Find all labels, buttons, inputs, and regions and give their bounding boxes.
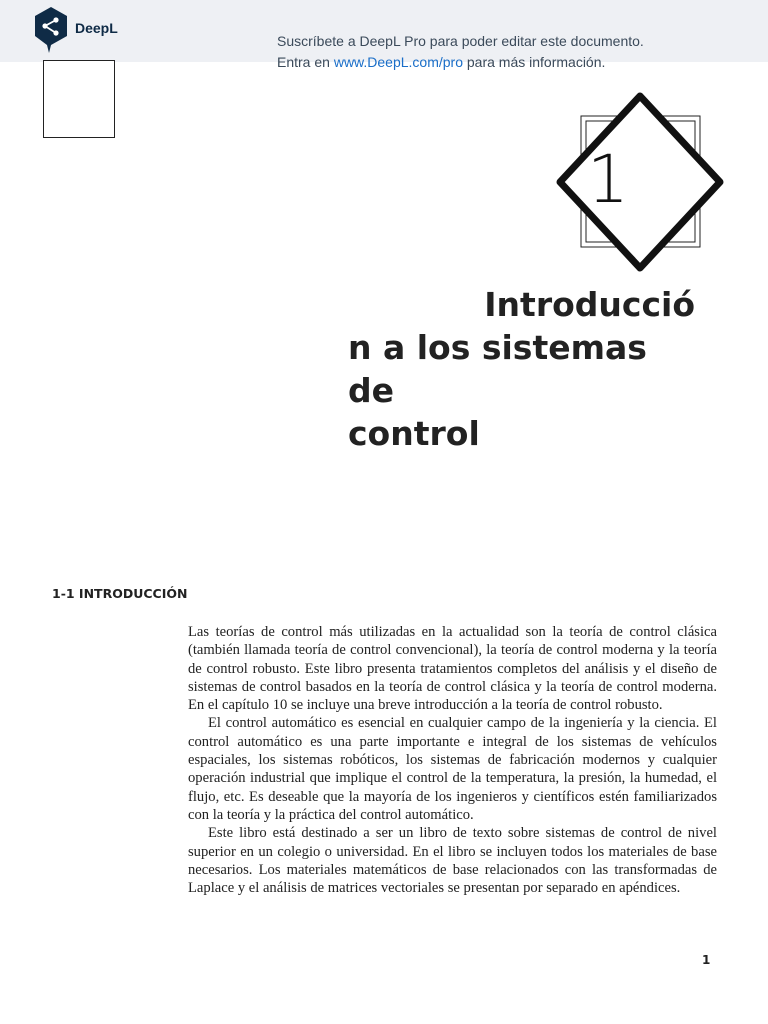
promo-line-2-prefix: Entra en <box>277 54 330 70</box>
deepl-banner <box>0 0 768 70</box>
chapter-title-line-3: control <box>348 414 480 453</box>
paragraph: Este libro está destinado a ser un libro de texto sobre sistemas de control de nivel superior en un colegio o universidad. En el libro se incluyen todos los materiales de base necesarios. Los materiales matemáticos de base relacionados con las transformadas de Laplace y el análisis de matrices vectoriales se presentan por separado en apéndices. <box>188 825 717 897</box>
body-text <box>188 623 717 897</box>
deepl-logo[interactable] <box>33 6 118 56</box>
chapter-title-line-1: Introducció <box>484 285 695 324</box>
promo-message <box>277 31 644 73</box>
deepl-pro-link[interactable]: www.DeepL.com/pro <box>333 54 463 70</box>
promo-line-2-suffix: para más información. <box>466 54 606 70</box>
page-number: 1 <box>702 953 711 967</box>
deepl-logo-icon <box>33 6 69 54</box>
promo-line-1: Suscríbete a DeepL Pro para poder editar este documento. <box>277 33 644 49</box>
chapter-title-line-2: n a los sistemas de <box>348 328 647 410</box>
section-heading: 1-1 INTRODUCCIÓN <box>52 586 188 601</box>
deepl-logo-text: DeepL <box>75 20 118 36</box>
chapter-title <box>348 283 698 455</box>
paragraph: El control automático es esencial en cualquier campo de la ingeniería y la ciencia. El control automático es una parte importante e integral de los sistemas de vehículos espaciales, los sistemas robóticos, los sistemas de fabricación modernos y cualquier operación industrial que implique el control de la temperatura, la presión, la humedad, el flujo, etc. Es deseable que la mayoría de los ingenieros y científicos estén familiarizados con la teoría y la práctica del control automático. <box>188 715 717 823</box>
promo-line-2 <box>277 52 644 73</box>
paragraph: Las teorías de control más utilizadas en la actualidad son la teoría de control clásica (también llamada teoría de control convencional), la teoría de control moderna y la teoría de control robusto. Este libro presenta tratamientos completos del análisis y el diseño de sistemas de control basados en la teoría de control clásica y la teoría de control moderna. En el capítulo 10 se incluye una breve introducción a la teoría de control robusto. <box>188 624 717 714</box>
empty-image-frame <box>43 60 115 138</box>
chapter-number: 1 <box>587 141 629 218</box>
